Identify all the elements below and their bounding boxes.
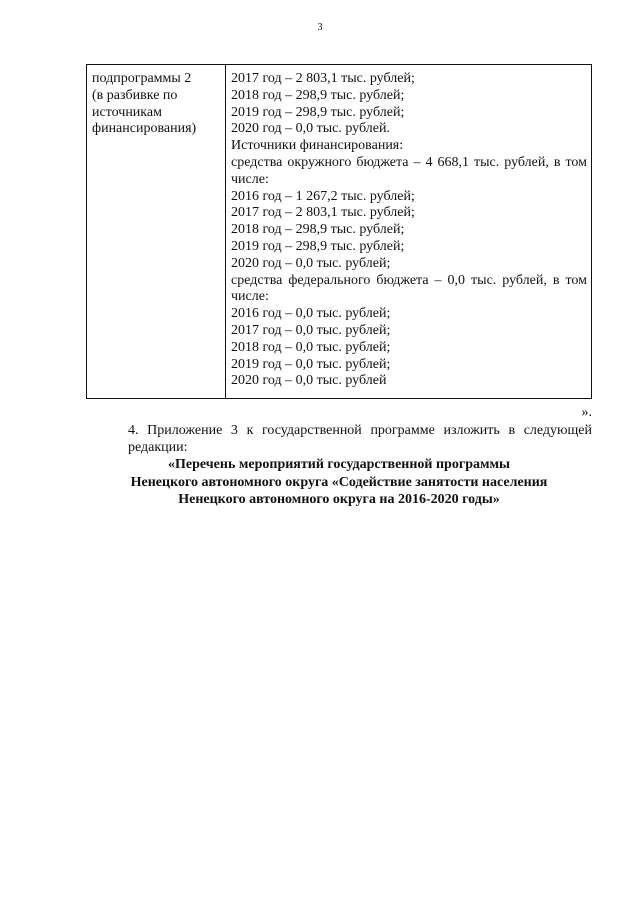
district-budget-intro: средства окружного бюджета – 4 668,1 тыс. рублей, в том числе: [231, 154, 587, 187]
year-line: 2019 год – 298,9 тыс. рублей; [231, 104, 405, 120]
heading-line: «Перечень мероприятий государственной программы [168, 457, 510, 472]
label-line: подпрограммы 2 [92, 71, 192, 86]
year-line: 2020 год – 0,0 тыс. рублей. [231, 121, 390, 137]
heading-line: Ненецкого автономного округа на 2016-2020 годы» [178, 492, 500, 507]
funding-table [86, 64, 592, 399]
district-budget-line: 2019 год – 298,9 тыс. рублей; [231, 238, 405, 254]
paragraph-text: 4. Приложение 3 к государственной программе изложить в следующей редакции: [128, 423, 592, 455]
label-line: финансирования) [92, 121, 197, 137]
district-budget-line: 2017 год – 2 803,1 тыс. рублей; [231, 205, 415, 221]
page-number: 3 [317, 22, 323, 33]
heading-line: Ненецкого автономного округа «Содействие занятости населения [130, 474, 548, 490]
federal-budget-line: 2019 год – 0,0 тыс. рублей; [231, 356, 391, 372]
federal-budget-line: 2017 год – 0,0 тыс. рублей; [231, 322, 391, 338]
value-cell [226, 65, 592, 399]
district-budget-line: 2018 год – 298,9 тыс. рублей; [231, 222, 405, 238]
federal-budget-intro: средства федерального бюджета – 0,0 тыс. рублей, в том числе: [231, 272, 587, 305]
district-budget-line: 2020 год – 0,0 тыс. рублей; [231, 255, 391, 271]
label-cell [87, 65, 226, 399]
federal-budget-line: 2018 год – 0,0 тыс. рублей; [231, 339, 391, 355]
label-line: источникам [92, 104, 162, 120]
federal-budget-line: 2016 год – 0,0 тыс. рублей; [231, 306, 391, 322]
year-line: 2017 год – 2 803,1 тыс. рублей; [231, 71, 415, 86]
year-line: 2018 год – 298,9 тыс. рублей; [231, 87, 405, 103]
federal-budget-line: 2020 год – 0,0 тыс. рублей [231, 373, 387, 389]
sources-heading: Источники финансирования: [231, 138, 404, 154]
label-line: (в разбивке по [92, 87, 178, 103]
district-budget-line: 2016 год – 1 267,2 тыс. рублей; [231, 188, 415, 204]
table-row [87, 65, 592, 399]
amendment-paragraph [86, 422, 592, 456]
appendix-heading [86, 456, 592, 509]
closing-quote: ». [581, 405, 592, 420]
